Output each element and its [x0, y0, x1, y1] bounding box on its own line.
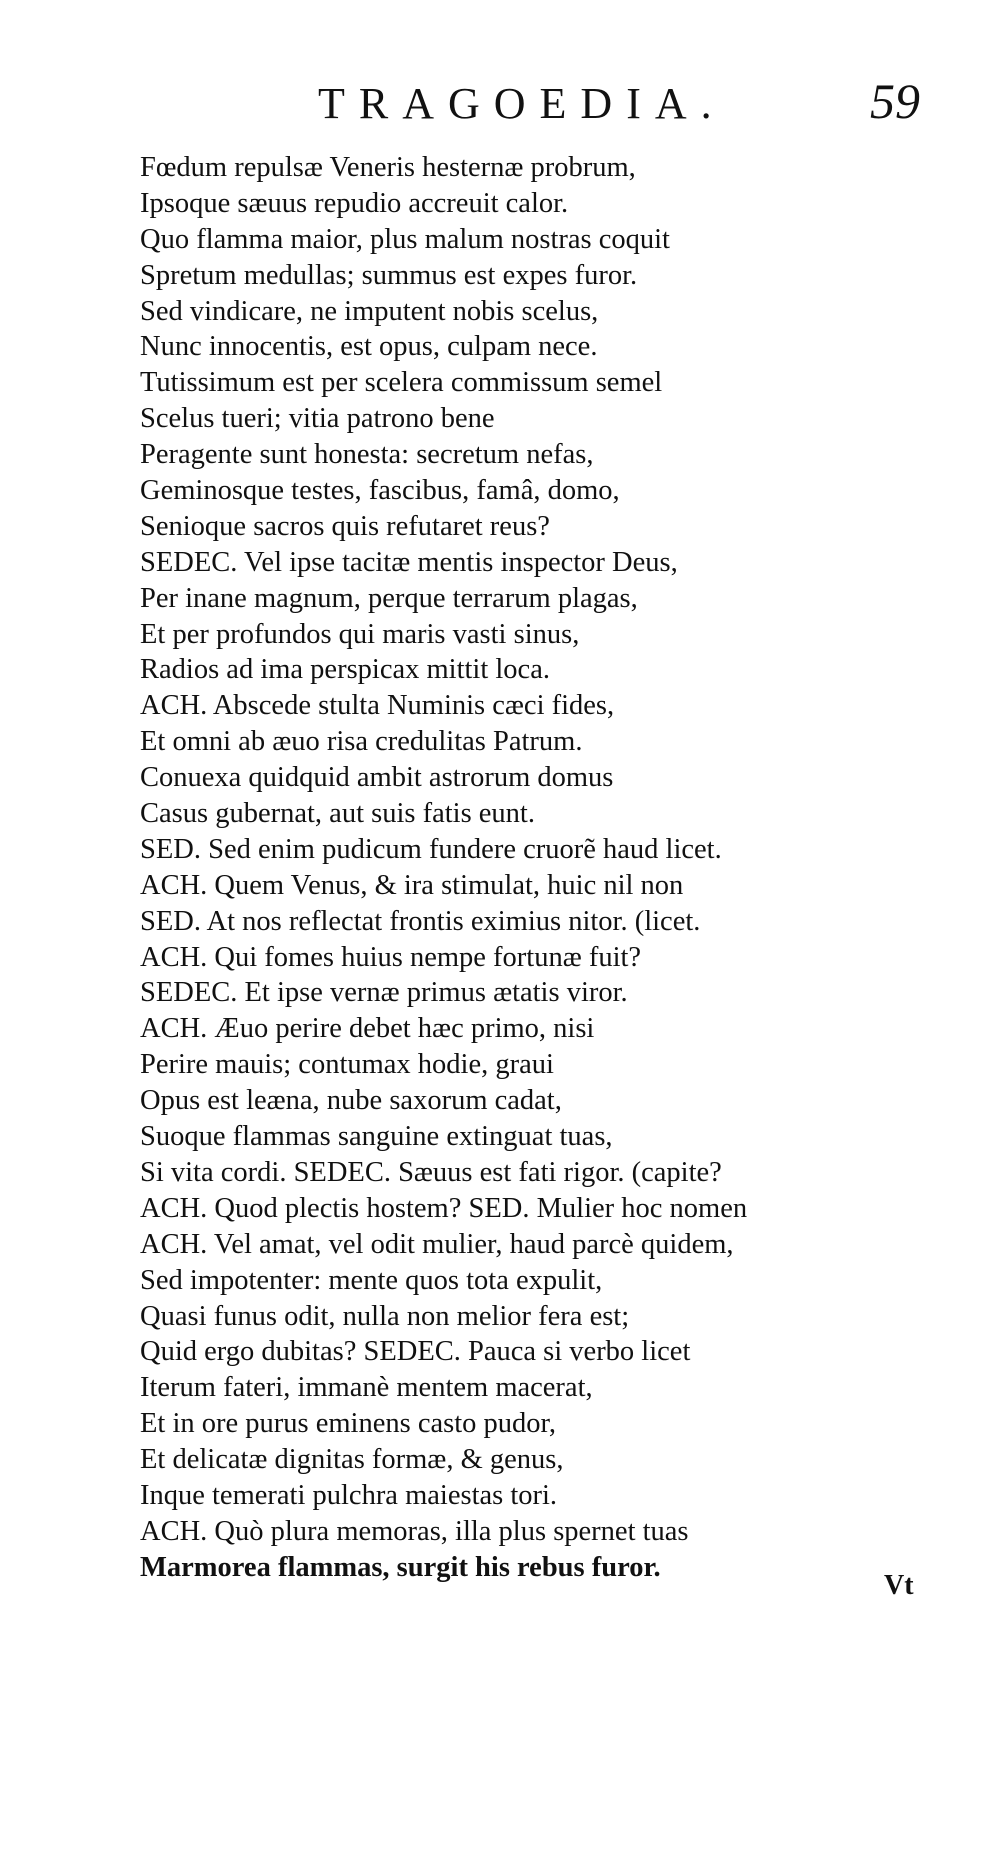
- verse-line: Perire mauis; contumax hodie, graui: [140, 1049, 554, 1081]
- verse-line: Et in ore purus eminens casto pudor,: [140, 1408, 556, 1440]
- page-number: 59: [870, 73, 920, 129]
- verse-line: SED. At nos reflectat frontis eximius nitor. (licet.: [140, 905, 701, 937]
- running-title: TRAGOEDIA.: [318, 79, 726, 128]
- verse-line: Nunc innocentis, est opus, culpam nece.: [140, 331, 598, 363]
- verse-line: Et per profundos qui maris vasti sinus,: [140, 618, 580, 650]
- catchword: Vt: [884, 1570, 914, 1601]
- verse-line: ACH. Quod plectis hostem? SED. Mulier hoc nomen: [140, 1192, 748, 1224]
- verse-line: ACH. Qui fomes huius nempe fortunæ fuit?: [140, 941, 642, 973]
- verse-line: ACH. Quò plura memoras, illa plus spernet tuas: [140, 1515, 689, 1547]
- verse-line: Per inane magnum, perque terrarum plagas,: [140, 582, 638, 614]
- verse-line: Quid ergo dubitas? SEDEC. Pauca si verbo licet: [140, 1336, 691, 1368]
- verse-line: ACH. Æuo perire debet hæc primo, nisi: [140, 1013, 595, 1045]
- verse-line: Et omni ab æuo risa credulitas Patrum.: [140, 726, 583, 758]
- verse-line: Radios ad ima perspicax mittit loca.: [140, 654, 550, 686]
- verse-line: Geminosque testes, fascibus, famâ, domo,: [140, 475, 620, 507]
- verse-line: Et delicatæ dignitas formæ, & genus,: [140, 1444, 564, 1476]
- verse-line: SED. Sed enim pudicum fundere cruorẽ haud licet.: [140, 833, 722, 865]
- verse-line: Iterum fateri, immanè mentem macerat,: [140, 1372, 593, 1404]
- verse-line: Senioque sacros quis refutaret reus?: [140, 510, 550, 542]
- verse-line: Spretum medullas; summus est expes furor.: [140, 259, 638, 291]
- verse-line: Scelus tueri; vitia patrono bene: [140, 403, 495, 435]
- verse-line: SEDEC. Et ipse vernæ primus ætatis viror.: [140, 977, 628, 1009]
- verse-line: Quo flamma maior, plus malum nostras coquit: [140, 223, 670, 255]
- verse-line: Si vita cordi. SEDEC. Sæuus est fati rigor. (capite?: [140, 1156, 722, 1188]
- verse-line: Quasi funus odit, nulla non melior fera est;: [140, 1300, 630, 1332]
- verse-line: Inque temerati pulchra maiestas tori.: [140, 1479, 558, 1511]
- verse-line: ACH. Vel amat, vel odit mulier, haud parcè quidem,: [140, 1228, 734, 1260]
- verse-line: Fœdum repulsæ Veneris hesternæ probrum,: [140, 152, 636, 183]
- verse-line: ACH. Quem Venus, & ira stimulat, huic nil non: [140, 869, 684, 901]
- verse-line: Marmorea flammas, surgit his rebus furor.: [140, 1551, 661, 1583]
- verse-line: Opus est leæna, nube saxorum cadat,: [140, 1085, 562, 1117]
- verse-line: Ipsoque sæuus repudio accreuit calor.: [140, 187, 569, 219]
- verse-line: Sed impotenter: mente quos tota expulit,: [140, 1264, 603, 1296]
- verse-line: Casus gubernat, aut suis fatis eunt.: [140, 798, 535, 830]
- verse-line: ACH. Abscede stulta Numinis cæci fides,: [140, 690, 615, 722]
- verse-line: Suoque flammas sanguine extinguat tuas,: [140, 1121, 613, 1153]
- verse-line: SEDEC. Vel ipse tacitæ mentis inspector Deus,: [140, 546, 678, 578]
- verse-line: Conuexa quidquid ambit astrorum domus: [140, 762, 614, 794]
- verse-line: Tutissimum est per scelera commissum semel: [140, 367, 663, 399]
- verse-text: [140, 150, 940, 1586]
- verse-line: Sed vindicare, ne imputent nobis scelus,: [140, 295, 599, 327]
- verse-line: Peragente sunt honesta: secretum nefas,: [140, 439, 594, 471]
